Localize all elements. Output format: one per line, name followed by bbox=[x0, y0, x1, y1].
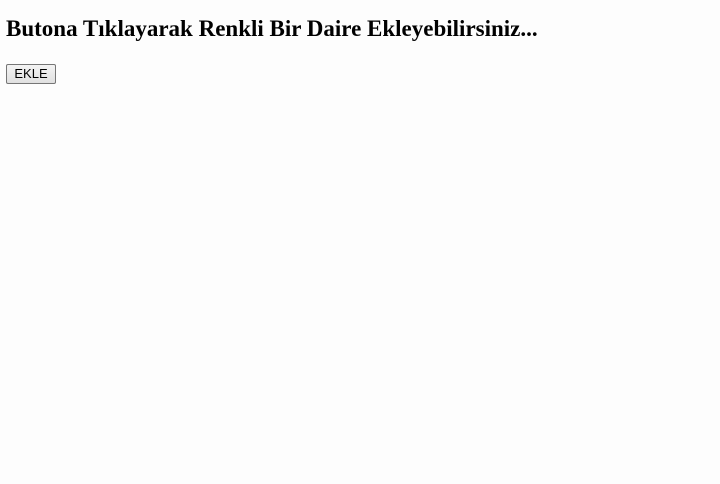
circle-area bbox=[0, 92, 720, 484]
add-button[interactable]: EKLE bbox=[6, 64, 56, 84]
page-title: Butona Tıklayarak Renkli Bir Daire Ekleyebilirsiniz... bbox=[6, 16, 538, 41]
